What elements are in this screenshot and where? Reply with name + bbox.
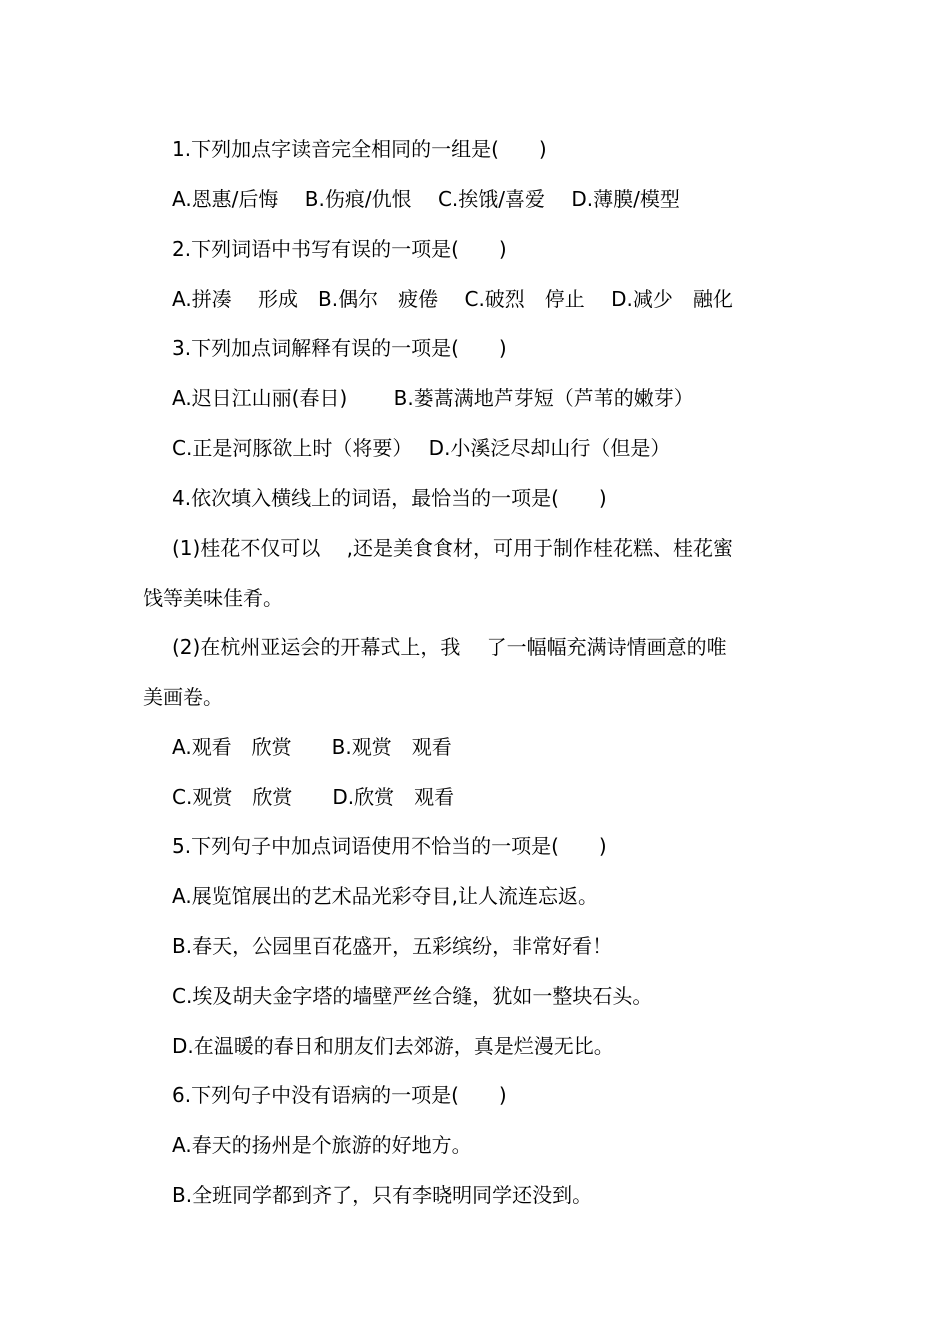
question-4-options-cd: C.观赏 欣赏 D.欣赏 观看 (172, 785, 455, 809)
question-1-stem: 1.下列加点字读音完全相同的一组是( ) (172, 137, 547, 161)
question-4-stem: 4.依次填入横线上的词语，最恰当的一项是( ) (172, 486, 607, 510)
question-1-options: A.恩惠/后悔 B.伤痕/仇恨 C.挨饿/喜爱 D.薄膜/模型 (172, 187, 680, 211)
question-4-options-ab: A.观看 欣赏 B.观赏 观看 (172, 735, 452, 759)
question-4-sentence-2: (2)在杭州亚运会的开幕式上，我 了一幅幅充满诗情画意的唯 (172, 635, 727, 659)
question-4-sentence-1-cont: 饯等美味佳肴。 (143, 586, 283, 610)
question-3-options-cd: C.正是河豚欲上时（将要） D.小溪泛尽却山行（但是） (172, 436, 671, 460)
question-5-option-d: D.在温暖的春日和朋友们去郊游，真是烂漫无比。 (172, 1034, 614, 1058)
question-5-option-a: A.展览馆展出的艺术品光彩夺目,让人流连忘返。 (172, 884, 599, 908)
question-5-stem: 5.下列句子中加点词语使用不恰当的一项是( ) (172, 834, 607, 858)
question-2-options: A.拼凑 形成 B.偶尔 疲倦 C.破烈 停止 D.减少 融化 (172, 287, 733, 311)
question-2-stem: 2.下列词语中书写有误的一项是( ) (172, 237, 507, 261)
question-5-option-b: B.春天，公园里百花盛开，五彩缤纷，非常好看！ (172, 934, 613, 958)
question-3-options-ab: A.迟日江山丽(春日) B.蒌蒿满地芦芽短（芦苇的嫩芽） (172, 386, 694, 410)
question-4-sentence-1: (1)桂花不仅可以 ,还是美食食材，可用于制作桂花糕、桂花蜜 (172, 536, 734, 560)
question-6-option-b: B.全班同学都到齐了，只有李晓明同学还没到。 (172, 1183, 593, 1207)
question-3-stem: 3.下列加点词解释有误的一项是( ) (172, 336, 507, 360)
question-5-option-c: C.埃及胡夫金字塔的墙壁严丝合缝，犹如一整块石头。 (172, 984, 653, 1008)
question-6-option-a: A.春天的扬州是个旅游的好地方。 (172, 1133, 472, 1157)
question-4-sentence-2-cont: 美画卷。 (143, 685, 223, 709)
question-6-stem: 6.下列句子中没有语病的一项是( ) (172, 1083, 507, 1107)
